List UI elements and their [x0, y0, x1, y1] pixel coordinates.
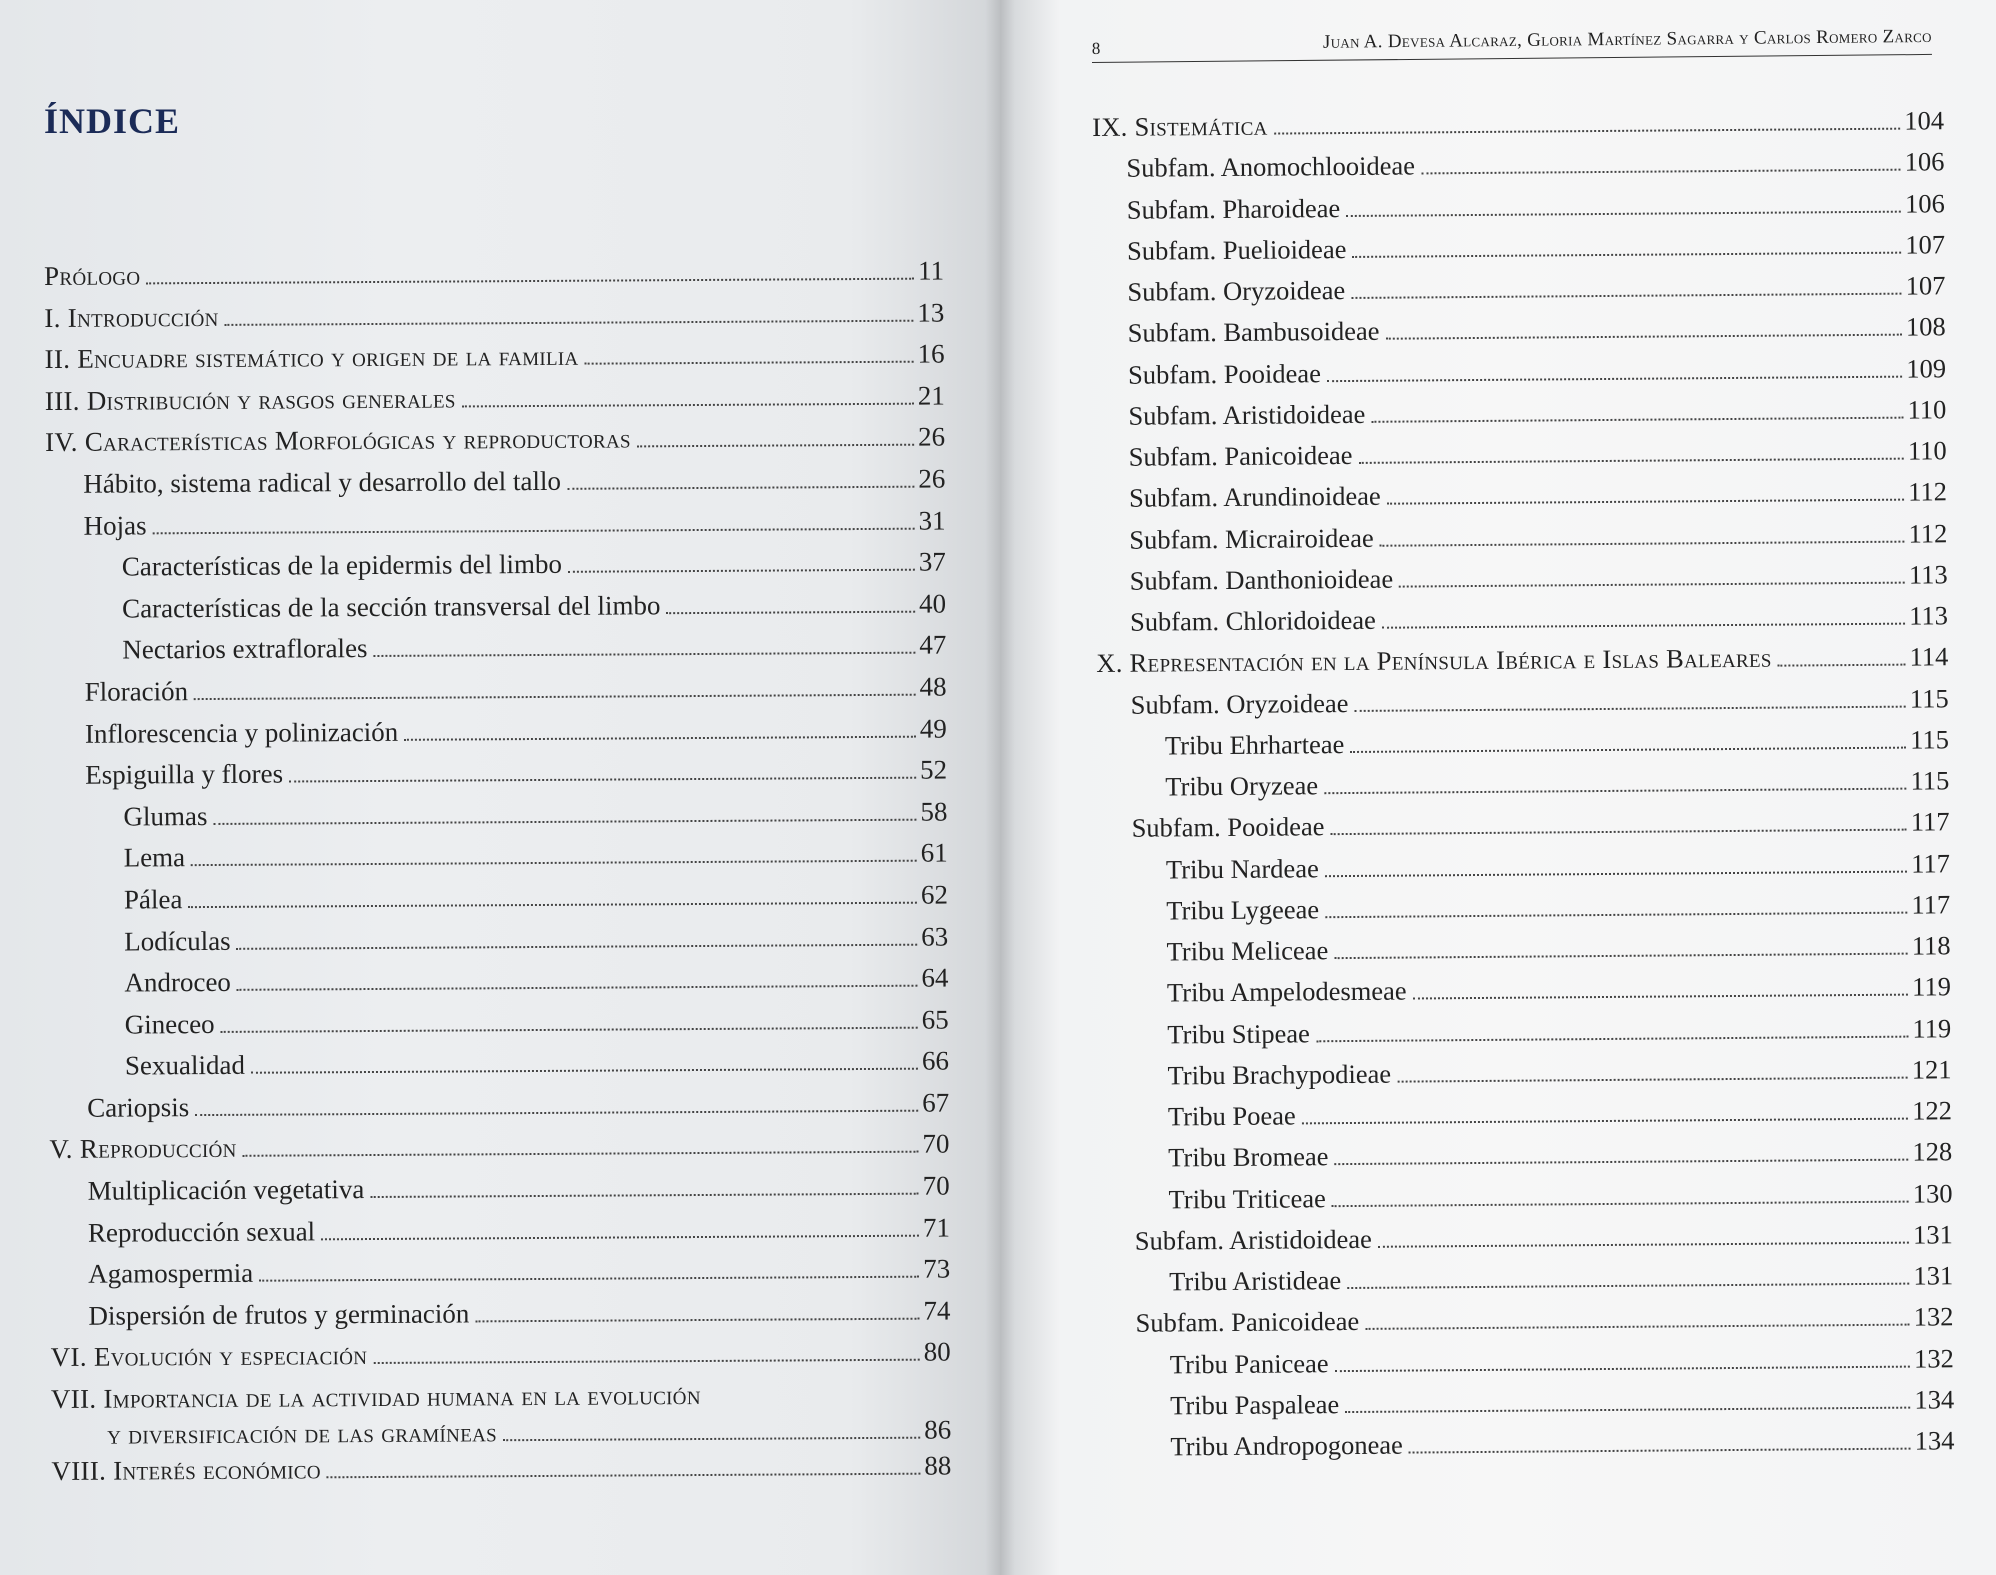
toc-entry	[1100, 1137, 1952, 1185]
toc-entry-label: Tribu Poeae	[1167, 1100, 1296, 1132]
toc-entry-label: Tribu Ampelodesmeae	[1166, 975, 1407, 1008]
toc-entry	[50, 1211, 950, 1258]
toc-entry-page: 61	[920, 837, 948, 868]
toc-entry	[44, 296, 944, 343]
toc-entry	[47, 795, 947, 842]
toc-dot-leader	[321, 1234, 919, 1240]
page-number: 8	[1091, 38, 1101, 59]
toc-entry	[1096, 642, 1948, 690]
toc-dot-leader	[1327, 375, 1902, 382]
toc-dot-leader	[1358, 458, 1903, 464]
toc-entry-page: 109	[1906, 352, 1947, 384]
toc-entry-label: Características de la sección transversal del limbo	[122, 589, 661, 624]
toc-entry-page: 131	[1912, 1219, 1953, 1250]
toc-entry-page: 121	[1911, 1054, 1952, 1085]
toc-entry-page: 114	[1909, 641, 1949, 672]
toc-entry-label: Subfam. Pharoideae	[1126, 192, 1341, 225]
toc-entry	[1092, 105, 1944, 153]
toc-entry-page: 52	[920, 754, 948, 785]
toc-dot-leader	[1332, 1200, 1909, 1207]
toc-entry-page: 106	[1904, 187, 1945, 219]
toc-dot-leader	[1351, 293, 1901, 299]
toc-entry	[1095, 435, 1947, 483]
toc-entry-page: 106	[1904, 146, 1945, 177]
toc-dot-leader	[1365, 1324, 1910, 1330]
toc-entry-label: Características de la epidermis del limbo	[121, 548, 563, 582]
toc-entry-label: Agamospermia	[88, 1257, 254, 1289]
toc-entry	[49, 1128, 949, 1175]
toc-dot-leader	[289, 777, 916, 783]
toc-entry	[1102, 1384, 1954, 1432]
toc-entry	[45, 421, 945, 468]
toc-entry	[1099, 1054, 1951, 1102]
toc-entry-page: 26	[918, 421, 946, 453]
toc-entry	[1093, 229, 1945, 277]
toc-entry	[1101, 1260, 1953, 1308]
toc-entry-label: Tribu Paspaleae	[1170, 1388, 1340, 1421]
toc-entry	[1093, 188, 1945, 236]
toc-entry	[1095, 518, 1947, 566]
toc-entry-page: 65	[921, 1004, 949, 1035]
toc-dot-leader	[1274, 128, 1901, 135]
toc-entry-page: 80	[923, 1336, 951, 1368]
toc-entry-label: Lema	[123, 842, 186, 873]
toc-entry	[1100, 1178, 1952, 1226]
toc-dot-leader	[1413, 994, 1909, 1000]
toc-entry	[1097, 724, 1949, 772]
toc-dot-leader	[1382, 623, 1905, 629]
toc-dot-leader	[567, 486, 914, 490]
toc-entry-label: Tribu Oryzeae	[1165, 770, 1319, 802]
toc-dot-leader	[251, 1068, 918, 1074]
toc-entry-label: Tribu Brachypodieae	[1167, 1058, 1392, 1091]
toc-entry-label: Cariopsis	[87, 1092, 190, 1123]
toc-entry-label: II. Encuadre sistemático y origen de la familia	[44, 340, 579, 375]
toc-entry-page: 115	[1910, 724, 1950, 755]
toc-dot-leader	[1334, 1159, 1908, 1166]
toc-entry-label: Tribu Andropogoneae	[1170, 1429, 1403, 1462]
toc-entry-label: Subfam. Oryzoideae	[1130, 687, 1349, 720]
toc-entry	[1098, 848, 1950, 896]
toc-entry-page: 70	[922, 1170, 950, 1201]
toc-entry	[51, 1378, 951, 1455]
toc-dot-leader	[1316, 1035, 1909, 1042]
toc-entry-label: Glumas	[123, 800, 208, 832]
toc-entry-page: 117	[1910, 806, 1950, 837]
toc-dot-leader	[1350, 746, 1906, 752]
toc-entry	[1094, 394, 1946, 442]
toc-dot-leader	[1334, 953, 1908, 960]
toc-dot-leader	[237, 943, 918, 949]
toc-entry	[1094, 353, 1946, 401]
toc-entry-label: Tribu Nardeae	[1165, 852, 1319, 884]
toc-entry-label: Lodículas	[124, 925, 231, 957]
toc-dot-leader	[1378, 1241, 1909, 1247]
toc-dot-leader	[213, 818, 916, 824]
toc-entry-label: IX. Sistemática	[1092, 110, 1268, 142]
toc-entry	[1098, 930, 1950, 978]
toc-dot-leader	[327, 1473, 921, 1479]
toc-entry	[48, 962, 948, 1009]
toc-dot-leader	[1331, 829, 1907, 836]
toc-entry-page: 112	[1908, 476, 1948, 507]
toc-entry-label: Inflorescencia y polinización	[84, 716, 399, 749]
toc-dot-leader	[221, 1026, 918, 1032]
toc-entry	[47, 712, 947, 759]
toc-entry-page: 49	[919, 713, 947, 744]
toc-entry-label: Reproducción sexual	[87, 1216, 316, 1248]
toc-entry-label: V. Reproducción	[49, 1133, 237, 1165]
toc-entry-page: 117	[1911, 847, 1951, 879]
toc-entry-label: Gineceo	[124, 1008, 215, 1040]
toc-entry	[1096, 600, 1948, 648]
toc-dot-leader	[1324, 788, 1906, 795]
toc-entry	[46, 587, 946, 634]
toc-dot-leader	[1385, 334, 1902, 340]
toc-entry-label: Dispersión de frutos y germinación	[88, 1298, 470, 1331]
toc-entry	[1101, 1302, 1953, 1350]
left-toc	[44, 255, 952, 1497]
toc-entry	[49, 1003, 949, 1050]
toc-entry-page: 13	[917, 297, 945, 328]
toc-entry-page: 122	[1912, 1095, 1952, 1126]
toc-dot-leader	[259, 1276, 919, 1282]
toc-entry-page: 113	[1908, 559, 1948, 590]
toc-entry-label: Tribu Lygeeae	[1166, 893, 1320, 926]
toc-entry-page: 58	[920, 796, 948, 827]
toc-dot-leader	[370, 1193, 918, 1198]
toc-dot-leader	[1346, 210, 1901, 216]
toc-entry	[48, 920, 948, 967]
toc-dot-leader	[568, 569, 915, 573]
toc-entry	[1096, 559, 1948, 607]
toc-entry	[45, 462, 945, 509]
toc-entry	[1097, 683, 1949, 731]
toc-entry	[49, 1045, 949, 1092]
toc-entry-page: 119	[1912, 1012, 1952, 1044]
toc-dot-leader	[243, 1151, 919, 1157]
toc-entry	[44, 255, 944, 302]
toc-dot-leader	[1347, 1283, 1909, 1289]
header-authors: Juan A. Devesa Alcaraz, Gloria Martínez Sagarra y Carlos Romero Zarco	[1322, 25, 1932, 53]
toc-dot-leader	[666, 610, 915, 614]
toc-entry	[1098, 889, 1950, 937]
toc-entry-page: 134	[1914, 1425, 1955, 1456]
toc-entry	[1093, 270, 1945, 318]
toc-entry-page: 112	[1908, 517, 1948, 549]
toc-dot-leader	[585, 361, 914, 365]
toc-dot-leader	[373, 1359, 919, 1364]
toc-entry-label: III. Distribución y rasgos generales	[44, 383, 456, 416]
toc-dot-leader	[1421, 169, 1901, 175]
toc-entry	[1099, 972, 1951, 1020]
right-toc	[1092, 105, 1955, 1473]
toc-dot-leader	[1409, 1448, 1911, 1454]
toc-entry-page: 132	[1913, 1342, 1954, 1374]
toc-dot-leader	[462, 402, 914, 407]
toc-dot-leader	[475, 1318, 919, 1323]
toc-entry-page: 113	[1909, 600, 1949, 631]
toc-entry-label: Subfam. Arundinoideae	[1128, 480, 1381, 513]
toc-entry	[1102, 1343, 1954, 1391]
toc-entry-label: Prólogo	[44, 260, 141, 291]
toc-entry-page: 104	[1904, 105, 1945, 136]
toc-entry	[1094, 312, 1946, 360]
toc-dot-leader	[1302, 1118, 1908, 1125]
toc-entry	[1095, 477, 1947, 525]
toc-entry-page: 86	[924, 1414, 952, 1445]
toc-entry	[1092, 147, 1944, 195]
toc-dot-leader	[374, 652, 916, 657]
toc-entry-label: VII. Importancia de la actividad humana en la evolución	[50, 1380, 701, 1415]
toc-entry-page: 71	[922, 1212, 951, 1243]
toc-entry-page: 62	[920, 879, 948, 910]
toc-entry-label: Multiplicación vegetativa	[87, 1174, 365, 1206]
toc-entry-label: Subfam. Aristidoideae	[1128, 398, 1366, 431]
toc-dot-leader	[195, 1110, 918, 1116]
toc-entry-page: 48	[919, 671, 947, 702]
toc-entry-page: 128	[1912, 1136, 1953, 1167]
toc-entry-label: Pálea	[123, 884, 183, 915]
toc-dot-leader	[1352, 251, 1901, 257]
toc-entry	[50, 1253, 950, 1300]
toc-entry	[46, 629, 946, 676]
toc-dot-leader	[637, 444, 914, 448]
toc-entry-page: 31	[918, 505, 946, 536]
toc-entry-label: VI. Evolución y especiación	[50, 1340, 368, 1373]
toc-entry	[47, 754, 947, 801]
toc-dot-leader	[1325, 870, 1907, 877]
toc-dot-leader	[1355, 705, 1906, 711]
toc-dot-leader	[188, 902, 917, 908]
toc-entry-page: 37	[918, 546, 946, 577]
toc-dot-leader	[1325, 911, 1907, 918]
toc-entry	[1100, 1095, 1952, 1143]
running-header	[1092, 14, 1932, 63]
toc-entry-label: Tribu Paniceae	[1169, 1347, 1329, 1379]
toc-dot-leader	[1380, 540, 1905, 546]
toc-entry	[1097, 765, 1949, 813]
toc-entry-page: 130	[1912, 1177, 1953, 1209]
toc-entry-page: 107	[1905, 229, 1946, 260]
toc-entry-page: 70	[922, 1128, 950, 1160]
toc-dot-leader	[1335, 1365, 1911, 1372]
toc-dot-leader	[1371, 416, 1903, 422]
toc-entry-page: 11	[917, 255, 945, 286]
toc-entry-page: 47	[919, 629, 947, 661]
toc-entry-page: 119	[1911, 971, 1952, 1002]
toc-entry-label: Subfam. Chloridoideae	[1129, 604, 1376, 637]
toc-dot-leader	[1778, 664, 1906, 667]
toc-entry-label: Subfam. Puelioideae	[1126, 233, 1347, 266]
toc-entry-label: Subfam. Danthonioideae	[1129, 563, 1394, 596]
toc-entry-label: Floración	[84, 676, 189, 707]
toc-entry	[45, 379, 945, 426]
toc-entry-page: 134	[1914, 1384, 1955, 1415]
toc-entry-label: Hábito, sistema radical y desarrollo del tallo	[83, 465, 562, 499]
toc-entry	[48, 837, 948, 884]
toc-entry-label: Hojas	[83, 509, 147, 541]
toc-entry	[45, 338, 945, 385]
toc-entry-page: 131	[1913, 1260, 1954, 1291]
toc-entry-label: I. Introducción	[44, 301, 219, 333]
toc-entry	[50, 1294, 950, 1341]
toc-dot-leader	[237, 985, 918, 991]
toc-entry	[50, 1170, 950, 1217]
toc-entry-page: 66	[921, 1045, 950, 1076]
toc-entry	[49, 1086, 949, 1133]
toc-entry-page: 117	[1911, 889, 1951, 920]
toc-entry-page: 132	[1913, 1301, 1954, 1332]
toc-entry-page: 115	[1909, 682, 1949, 714]
toc-dot-leader	[153, 527, 915, 534]
toc-entry-page: 64	[921, 962, 949, 993]
toc-dot-leader	[194, 694, 916, 700]
toc-entry-page: 26	[918, 463, 946, 494]
toc-entry-label: Androceo	[124, 966, 231, 998]
toc-entry-page: 63	[921, 920, 949, 952]
toc-entry-page: 88	[924, 1450, 952, 1481]
toc-dot-leader	[191, 860, 917, 866]
toc-dot-leader	[503, 1437, 920, 1442]
toc-entry-page: 67	[922, 1087, 950, 1118]
toc-entry	[47, 670, 947, 717]
toc-entry-page: 40	[919, 588, 947, 619]
toc-entry	[1101, 1219, 1953, 1267]
toc-dot-leader	[1387, 499, 1905, 505]
toc-entry-label: Nectarios extraflorales	[122, 633, 368, 665]
toc-entry-label: Tribu Triticeae	[1168, 1182, 1326, 1214]
toc-entry	[1102, 1425, 1954, 1473]
toc-entry-page: 73	[923, 1253, 951, 1284]
toc-entry	[46, 546, 946, 593]
toc-dot-leader	[404, 735, 916, 740]
toc-entry-label: Subfam. Pooideae	[1131, 811, 1325, 843]
toc-entry-page: 107	[1905, 270, 1946, 301]
toc-entry-label: Subfam. Panicoideae	[1135, 1306, 1360, 1338]
toc-entry-label: Tribu Ehrharteae	[1164, 728, 1345, 761]
toc-entry-page: 110	[1907, 435, 1947, 466]
toc-entry-label: Sexualidad	[124, 1050, 245, 1081]
toc-entry-label: Subfam. Oryzoideae	[1127, 275, 1346, 307]
toc-entry-label: Espiguilla y flores	[85, 758, 284, 790]
toc-entry-label: Subfam. Aristidoideae	[1134, 1223, 1372, 1256]
toc-entry-page: 108	[1905, 311, 1946, 342]
toc-entry-label: Subfam. Anomochlooideae	[1126, 150, 1416, 183]
toc-entry-label: Subfam. Bambusoideae	[1127, 315, 1380, 348]
toc-entry-label: VIII. Interés económico	[51, 1454, 321, 1487]
toc-entry	[48, 878, 948, 925]
toc-entry	[1099, 1013, 1951, 1061]
toc-entry-label: Tribu Bromeae	[1168, 1141, 1329, 1173]
right-page	[1000, 0, 1996, 1575]
toc-entry-label: Tribu Meliceae	[1166, 935, 1329, 967]
toc-entry-label: Subfam. Pooideae	[1127, 357, 1322, 390]
index-title: ÍNDICE	[44, 101, 181, 141]
toc-dot-leader	[1399, 581, 1905, 587]
toc-entry-page: 118	[1911, 930, 1951, 961]
toc-entry-page: 110	[1907, 394, 1947, 425]
toc-entry-label: Tribu Stipeae	[1167, 1017, 1310, 1049]
toc-entry	[51, 1450, 951, 1497]
toc-entry-label: X. Representación en la Península Ibérica e Islas Baleares	[1096, 642, 1772, 679]
toc-entry-page: 21	[917, 380, 945, 411]
toc-entry-label: Tribu Aristideae	[1169, 1265, 1342, 1297]
toc-entry	[1098, 807, 1950, 855]
toc-dot-leader	[225, 319, 914, 325]
toc-entry-page: 16	[917, 338, 945, 369]
toc-entry-label: Subfam. Panicoideae	[1128, 439, 1353, 472]
toc-dot-leader	[1345, 1406, 1910, 1412]
toc-dot-leader	[1397, 1076, 1908, 1082]
toc-entry-label: IV. Características Morfológicas y reproductoras	[45, 423, 631, 458]
toc-entry-label-continued: y diversificación de las gramíneas	[107, 1417, 498, 1450]
book-gutter-shadow	[985, 0, 1015, 1575]
toc-entry-line2	[51, 1414, 951, 1452]
toc-entry-label: Subfam. Micrairoideae	[1129, 522, 1374, 555]
toc-entry	[46, 504, 946, 551]
toc-entry	[51, 1336, 951, 1383]
toc-dot-leader	[146, 278, 914, 285]
toc-entry-page: 74	[923, 1295, 951, 1326]
toc-entry-page: 115	[1910, 765, 1950, 796]
